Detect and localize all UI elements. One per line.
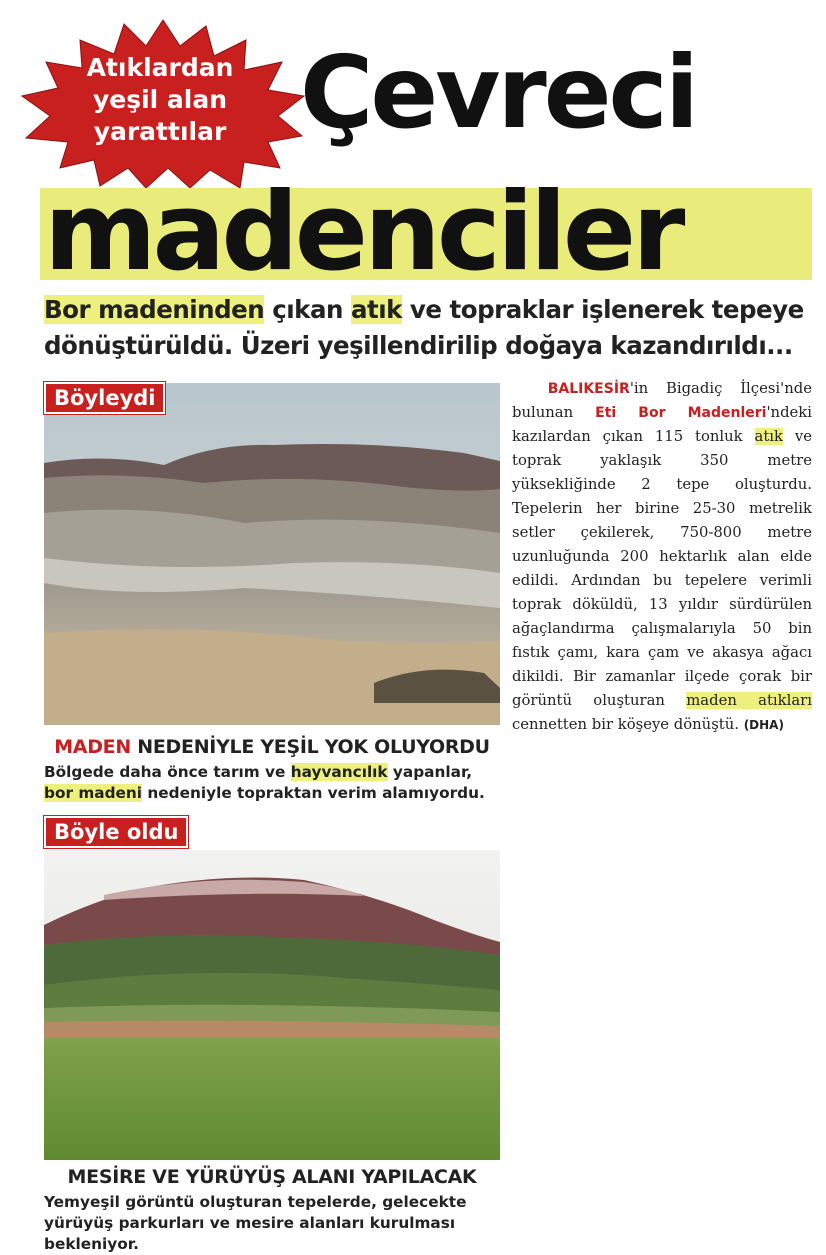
- badge-line-2: yeşil alan: [92, 85, 228, 114]
- body-keyword-1: BALIKESİR: [547, 381, 630, 397]
- caption1-text-2: yapanlar,: [387, 763, 473, 781]
- subhead-text-1: çıkan: [264, 295, 351, 324]
- caption1-title: [44, 736, 500, 758]
- headline-line-2: madenciler: [44, 170, 682, 295]
- caption2-title: MESİRE VE YÜRÜYÜŞ ALANI YAPILACAK: [67, 1166, 477, 1188]
- subheadline: [44, 292, 824, 364]
- body-text-3: ve toprak yaklaşık 350 metre yüksekliğinde 2 tepe oluşturdu. Tepelerin her birine 25-30 metrelik setler çekilerek, 750-800 metre uzunluğunda 200 hektarlık alan elde edildi. Ardından bu tepelere verimli toprak döküldü, 13 yıldır sürdürülen ağaçlandırma çalışmalarıyla 50 bin fıstık çamı, kara çam ve akasya ağacı dikildi. Bir zamanlar ilçede çorak bir görüntü oluşturan: [512, 428, 812, 709]
- badge-text: [40, 52, 280, 148]
- body-text-2: 'ndeki kazılardan çıkan 115 tonluk: [512, 404, 812, 445]
- body-highlight-1: atık: [754, 428, 783, 445]
- badge-line-1: Atıklardan: [86, 53, 234, 82]
- caption1-title-rest: NEDENİYLE YEŞİL YOK OLUYORDU: [130, 736, 490, 758]
- caption1-highlight-1: hayvancılık: [290, 763, 388, 781]
- caption1-text: [44, 762, 504, 804]
- headline-line-1: Çevreci: [300, 34, 697, 151]
- body-keyword-2: Eti Bor Madenleri: [595, 405, 767, 421]
- badge-line-3: yarattılar: [93, 117, 227, 146]
- subhead-text-2: ve topraklar işlenerek tepeye dönüştürüldü. Üzeri yeşillendirilip doğaya kazandırıldı...: [44, 295, 804, 360]
- body-text-1: 'in Bigadiç İlçesi'nde bulunan: [512, 380, 812, 421]
- before-label: Böyleydi: [44, 382, 165, 414]
- body-text-4: cennetten bir köşeye dönüştü.: [512, 716, 744, 733]
- caption1-text-1: Bölgede daha önce tarım ve: [44, 763, 291, 781]
- subhead-highlight-1: Bor madeninden: [44, 295, 265, 324]
- subhead-highlight-2: atık: [350, 295, 402, 324]
- caption1-text-3: nedeniyle topraktan verim alamıyordu.: [142, 784, 485, 802]
- body-highlight-2: maden atıkları: [686, 692, 812, 709]
- after-label: Böyle oldu: [44, 816, 188, 848]
- caption2-text: Yemyeşil görüntü oluşturan tepelerde, gelecekte yürüyüş parkurları ve mesire alanları kurulması bekleniyor.: [44, 1193, 467, 1253]
- body-source: (DHA): [743, 718, 784, 732]
- article-body: [512, 377, 812, 737]
- caption1-highlight-2: bor madeni: [44, 784, 143, 802]
- after-photo: [44, 850, 500, 1160]
- before-photo: [44, 383, 500, 725]
- caption1-title-red: MADEN: [54, 736, 131, 758]
